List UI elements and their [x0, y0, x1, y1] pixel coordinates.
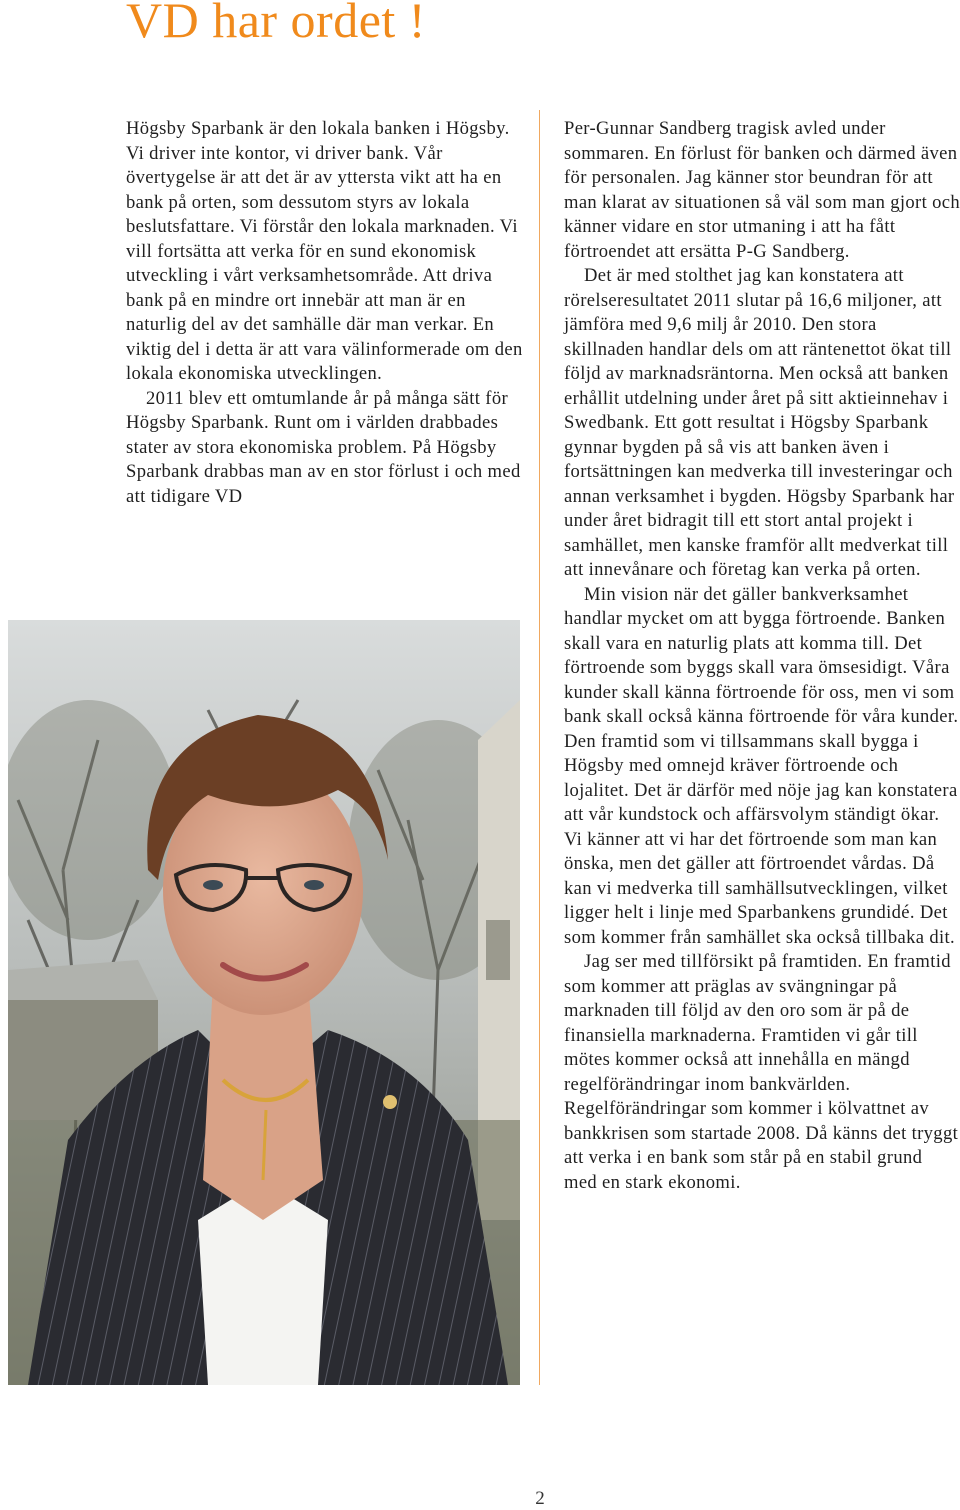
paragraph: Per-Gunnar Sandberg tragisk avled under sommaren. En förlust för banken och därmed även för personalen. Jag känner stor beundran för att man klarat av situationen så väl som man gjort och känner vidare en stor utmaning i att ha fått förtroendet att ersätta P-G Sandberg. — [564, 118, 960, 262]
paragraph: Jag ser med tillförsikt på framtiden. En framtid som kommer att präglas av svängningar på marknaden till följd av den oro som är på de finansiella marknaderna. Framtiden vi går till mötes kommer också att innehålla en mängd regelförändringar inom bankvärlden. Regelförändringar som kommer i kölvattnet av bankkrisen som startade 2008. Då känns det tryggt att verka i en bank som står på en stabil grund med en stark ekonomi. — [564, 951, 959, 1193]
paragraph: 2011 blev ett omtumlande år på många sätt för Högsby Sparbank. Runt om i världen drabbades stater av stora ekonomiska problem. På Högsby Sparbank drabbas man av en stor förlust i och med att tidigare VD — [126, 387, 521, 507]
paragraph: Högsby Sparbank är den lokala banken i Högsby. Vi driver inte kontor, vi driver bank. Vår övertygelse är att det är av yttersta vikt att ha en bank på orten, som dessutom styrs av lokala beslutsfattare. Vi förstår den lokala marknaden. Vi vill fortsätta att verka för en sund ekonomisk utveckling i vårt verksamhetsområde. Att driva bank på en mindre ort innebär att man är en naturlig del av det samhälle där man verkar. En viktig del i detta är att vara välinformerade om den lokala ekonomiska utvecklingen. — [126, 118, 523, 384]
page-title: VD har ordet ! — [126, 0, 426, 48]
paragraph: Det är med stolthet jag kan konstatera att rörelseresultatet 2011 slutar på 16,6 miljoner, att jämföra med 9,6 milj år 2010. Den stora skillnaden handlar dels om att räntenettot ökat till följd av marknadsräntorna. Men också att banken erhållit utdelning under året på sitt aktieinnehav i Swedbank. Ett gott resultat i Högsby Sparbank gynnar bygden på så vis att banken även i fortsättningen kan medverka till investeringar och annan verksamhet i bygden. Högsby Sparbank har under året bidragit till ett stort antal projekt i samhället, men kanske framför allt medverkat till att innevånare och företag kan verka på orten. — [564, 265, 955, 580]
column-divider — [539, 110, 540, 1385]
right-text-column — [564, 117, 960, 1195]
portrait-illustration — [8, 620, 520, 1385]
portrait-photo — [8, 620, 520, 1385]
left-text-column — [126, 117, 526, 509]
paragraph: Min vision när det gäller bankverksamhet handlar mycket om att bygga förtroende. Banken skall vara en naturlig plats att komma till. Det förtroende som byggs skall vara ömsesidigt. Våra kunder skall känna förtroende för oss, men vi som bank skall också känna förtroende för våra kunder. Den framtid som vi tillsammans skall bygga i Högsby med omnejd kräver förtroende och lojalitet. Det är därför med nöje jag kan konstatera att vår kundstock och affärsvolym ständigt ökar. Vi känner att vi har det förtroende som man kan önska, men det gäller att förtroendet vårdas. Då kan vi medverka till samhällsutvecklingen, vilket ligger helt i linje med Sparbankens grundidé. Det som kommer från samhället ska också tillbaka dit. — [564, 583, 959, 948]
page-number: 2 — [535, 1488, 545, 1509]
